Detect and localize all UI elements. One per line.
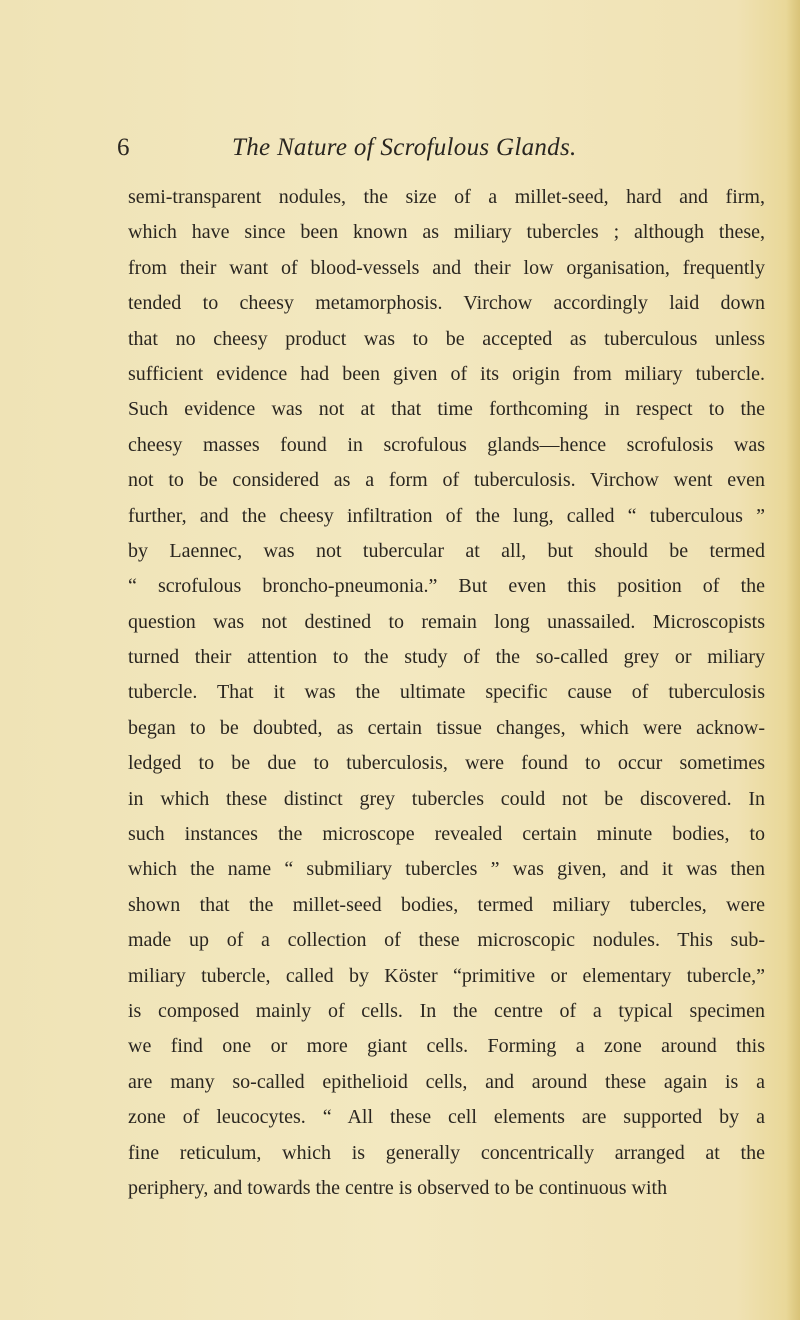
text-line: question was not destined to remain long unassailed. Microscopists bbox=[128, 610, 765, 633]
body-text bbox=[128, 180, 765, 1206]
text-line: tubercle. That it was the ultimate specific cause of tuberculosis bbox=[128, 681, 765, 704]
text-line: sufficient evidence had been given of its origin from miliary tubercle. bbox=[128, 362, 765, 385]
text-line: which have since been known as miliary tubercles ; although these, bbox=[128, 221, 765, 244]
text-line: fine reticulum, which is generally concentrically arranged at the bbox=[128, 1141, 765, 1164]
text-line: ledged to be due to tuberculosis, were found to occur sometimes bbox=[128, 752, 765, 775]
text-line: are many so-called epithelioid cells, and around these again is a bbox=[128, 1070, 765, 1093]
text-line: which the name “ submiliary tubercles ” was given, and it was then bbox=[128, 858, 765, 881]
running-head bbox=[0, 130, 800, 170]
text-line: tended to cheesy metamorphosis. Virchow accordingly laid down bbox=[128, 292, 765, 315]
text-line: cheesy masses found in scrofulous glands—hence scrofulosis was bbox=[128, 433, 765, 456]
page-edge-shadow bbox=[786, 0, 800, 1320]
text-line: began to be doubted, as certain tissue changes, which were acknow- bbox=[128, 716, 765, 739]
text-line: such instances the microscope revealed certain minute bodies, to bbox=[128, 823, 765, 846]
text-line: further, and the cheesy infiltration of the lung, called “ tuberculous ” bbox=[128, 504, 765, 527]
text-line: from their want of blood-vessels and their low organisation, frequently bbox=[128, 256, 765, 279]
text-line: zone of leucocytes. “ All these cell elements are supported by a bbox=[128, 1106, 765, 1129]
text-line: turned their attention to the study of the so-called grey or miliary bbox=[128, 646, 765, 669]
text-line: made up of a collection of these microscopic nodules. This sub- bbox=[128, 929, 765, 952]
text-line: is composed mainly of cells. In the centre of a typical specimen bbox=[128, 999, 765, 1022]
text-line: that no cheesy product was to be accepted as tuberculous unless bbox=[128, 327, 765, 350]
text-line: shown that the millet-seed bodies, termed miliary tubercles, were bbox=[128, 893, 765, 916]
text-line: periphery, and towards the centre is observed to be continuous with bbox=[128, 1176, 668, 1199]
text-line: Such evidence was not at that time forthcoming in respect to the bbox=[128, 398, 765, 421]
running-title: The Nature of Scrofulous Glands. bbox=[232, 134, 577, 161]
text-line: by Laennec, was not tubercular at all, but should be termed bbox=[128, 539, 765, 562]
text-line: semi-transparent nodules, the size of a millet-seed, hard and firm, bbox=[128, 186, 765, 208]
text-line: we find one or more giant cells. Forming a zone around this bbox=[128, 1035, 765, 1058]
text-line: miliary tubercle, called by Köster “primitive or elementary tubercle,” bbox=[128, 964, 765, 987]
text-line: not to be considered as a form of tuberculosis. Virchow went even bbox=[128, 469, 765, 492]
text-line: “ scrofulous broncho-pneumonia.” But even this position of the bbox=[128, 575, 765, 598]
text-line: in which these distinct grey tubercles could not be discovered. In bbox=[128, 787, 765, 810]
page-number: 6 bbox=[117, 134, 130, 161]
